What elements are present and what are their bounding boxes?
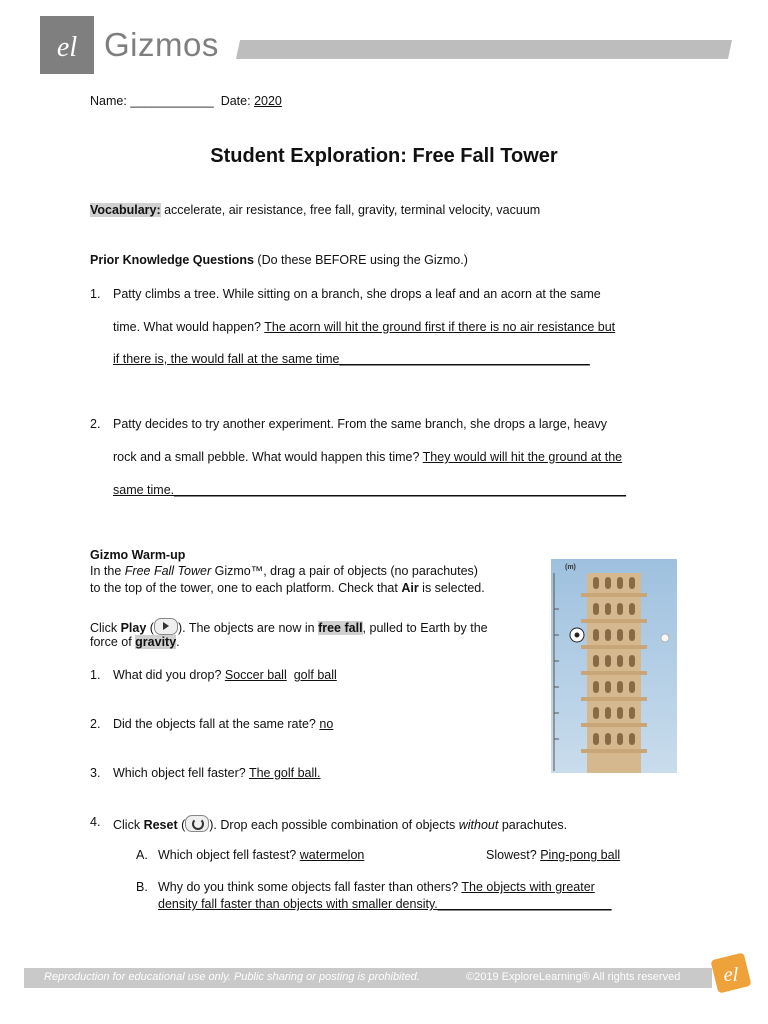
wu-q4a-slowest xyxy=(486,848,620,862)
pk-q2-number: 2. xyxy=(90,417,101,431)
wu-q4: Click Reset ( ). Drop each possible combination of objects without parachutes. xyxy=(113,815,567,832)
wu-q2-number: 2. xyxy=(90,717,101,731)
pk-q1-line1: Patty climbs a tree. While sitting on a branch, she drops a leaf and an acorn at the same xyxy=(113,287,601,301)
soccer-ball-icon xyxy=(570,628,584,642)
wu-q2 xyxy=(113,717,333,731)
pk-q2-answer-b: same time._________________________________________________________________ xyxy=(113,483,627,497)
wu-reset-label: Reset xyxy=(143,818,178,832)
warmup-air: Air xyxy=(401,581,419,595)
wu-q4b-line1 xyxy=(158,880,595,894)
wu-q4a-question: Which object fell fastest? xyxy=(158,848,297,862)
warmup-p1-b: Gizmo™, drag a pair of objects (no parachutes) xyxy=(214,564,478,578)
wu-q4a-slowest-answer: Ping-pong ball xyxy=(540,848,621,862)
wu-q4-text-b: parachutes. xyxy=(501,818,568,832)
warmup-p2-line1: Click Play ( ). The objects are now in free fall, pulled to Earth by the xyxy=(90,618,488,635)
warmup-p2-line2: force of gravity. xyxy=(90,635,180,649)
warmup-p1-line2 xyxy=(90,581,485,595)
pk-q1-question: time. What would happen? xyxy=(113,320,262,334)
wu-q4-number: 4. xyxy=(90,815,101,829)
wu-q4a xyxy=(158,848,364,862)
tower-body xyxy=(581,573,647,773)
free-fall-term: free fall xyxy=(318,621,363,635)
warmup-p1-a: In the xyxy=(90,564,122,578)
wu-q4b-label: B. xyxy=(136,880,148,894)
warmup-p1-line1 xyxy=(90,564,478,578)
play-icon[interactable] xyxy=(154,618,178,635)
wu-q1 xyxy=(113,668,337,682)
warmup-p2-line2: force of xyxy=(90,635,132,649)
prior-knowledge-title: Prior Knowledge Questions xyxy=(90,253,254,267)
wu-q3-number: 3. xyxy=(90,766,101,780)
prior-knowledge-heading xyxy=(90,253,468,267)
pk-q1-answer-b: if there is, the would fall at the same time____________________________________ xyxy=(113,352,590,366)
wu-q2-answer: no xyxy=(319,717,334,731)
wu-q2-question: Did the objects fall at the same rate? xyxy=(113,717,316,731)
pk-q2-question: rock and a small pebble. What would happen this time? xyxy=(113,450,420,464)
header-bar xyxy=(236,40,732,59)
wu-q4-click: Click xyxy=(113,818,141,832)
reset-icon[interactable] xyxy=(185,815,209,832)
warmup-p2-click: Click xyxy=(90,621,118,635)
page-title: Student Exploration: Free Fall Tower xyxy=(210,145,558,167)
warmup-p1-line2-b: is selected. xyxy=(422,581,485,595)
wu-q4b-line2 xyxy=(158,897,612,911)
warmup-play-label: Play xyxy=(120,621,147,635)
tower-unit-label: (m) xyxy=(565,564,576,571)
pk-q2-line2 xyxy=(113,450,622,464)
wu-q4a-slowest-label: Slowest? xyxy=(486,848,537,862)
name-value: ____________ xyxy=(130,94,214,108)
brand-name: Gizmos xyxy=(104,26,219,63)
warmup-p1-italic: Free Fall Tower xyxy=(124,564,212,578)
wu-q1-number: 1. xyxy=(90,668,101,682)
wu-q4-italic: without xyxy=(458,818,499,832)
wu-q4b-answer-b: density fall faster than objects with smaller density._________________________ xyxy=(158,897,612,911)
wu-q1-answer-b: golf ball xyxy=(293,668,337,682)
wu-q3-answer: The golf ball. xyxy=(248,766,321,780)
vocabulary-terms: accelerate, air resistance, free fall, gravity, terminal velocity, vacuum xyxy=(164,203,541,217)
wu-q3 xyxy=(113,766,321,780)
golf-ball-icon xyxy=(661,634,669,642)
footer-copyright: ©2019 ExploreLearning® All rights reserved xyxy=(466,971,681,983)
date-label: Date: xyxy=(220,94,251,108)
warmup-p2-b: , pulled to Earth by the xyxy=(362,621,488,635)
warmup-heading: Gizmo Warm-up xyxy=(90,548,186,562)
explorelearning-logo xyxy=(708,950,754,996)
pk-q1-answer-a: The acorn will hit the ground first if there is no air resistance but xyxy=(264,320,616,334)
pk-q2-line3 xyxy=(113,483,626,497)
pk-q1-number: 1. xyxy=(90,287,101,301)
gravity-term: gravity xyxy=(135,635,177,649)
wu-q4b-question: Why do you think some objects fall faster than others? xyxy=(158,880,459,894)
wu-q3-question: Which object fell faster? xyxy=(113,766,246,780)
warmup-p2-a: ). The objects are now in xyxy=(177,621,315,635)
pk-q1-line3 xyxy=(113,352,590,366)
footer-logo-mark: el xyxy=(723,964,739,986)
prior-knowledge-note: (Do these BEFORE using the Gizmo.) xyxy=(257,253,468,267)
vocabulary-line xyxy=(90,203,540,217)
vocabulary-label: Vocabulary: xyxy=(90,203,161,217)
wu-q4a-answer: watermelon xyxy=(299,848,365,862)
logo-mark: el xyxy=(56,32,78,63)
gizmos-logo xyxy=(40,16,94,74)
name-date-line xyxy=(90,94,282,108)
pk-q2-line1: Patty decides to try another experiment. From the same branch, she drops a large, heavy xyxy=(113,417,608,431)
name-label: Name: xyxy=(90,94,127,108)
wu-q1-question: What did you drop? xyxy=(113,668,222,682)
wu-q4a-label: A. xyxy=(136,848,148,862)
date-value: 2020 xyxy=(254,94,282,108)
pk-q2-answer-a: They would will hit the ground at the xyxy=(422,450,623,464)
free-fall-tower-image xyxy=(551,559,677,773)
wu-q4-text-a: ). Drop each possible combination of objects xyxy=(209,818,456,832)
wu-q1-answer-a: Soccer ball xyxy=(224,668,287,682)
footer-notice: Reproduction for educational use only. Public sharing or posting is prohibited. xyxy=(44,971,420,983)
pk-q1-line2 xyxy=(113,320,615,334)
warmup-p1-line2-a: to the top of the tower, one to each platform. Check that xyxy=(90,581,398,595)
wu-q4b-answer-a: The objects with greater xyxy=(461,880,595,894)
